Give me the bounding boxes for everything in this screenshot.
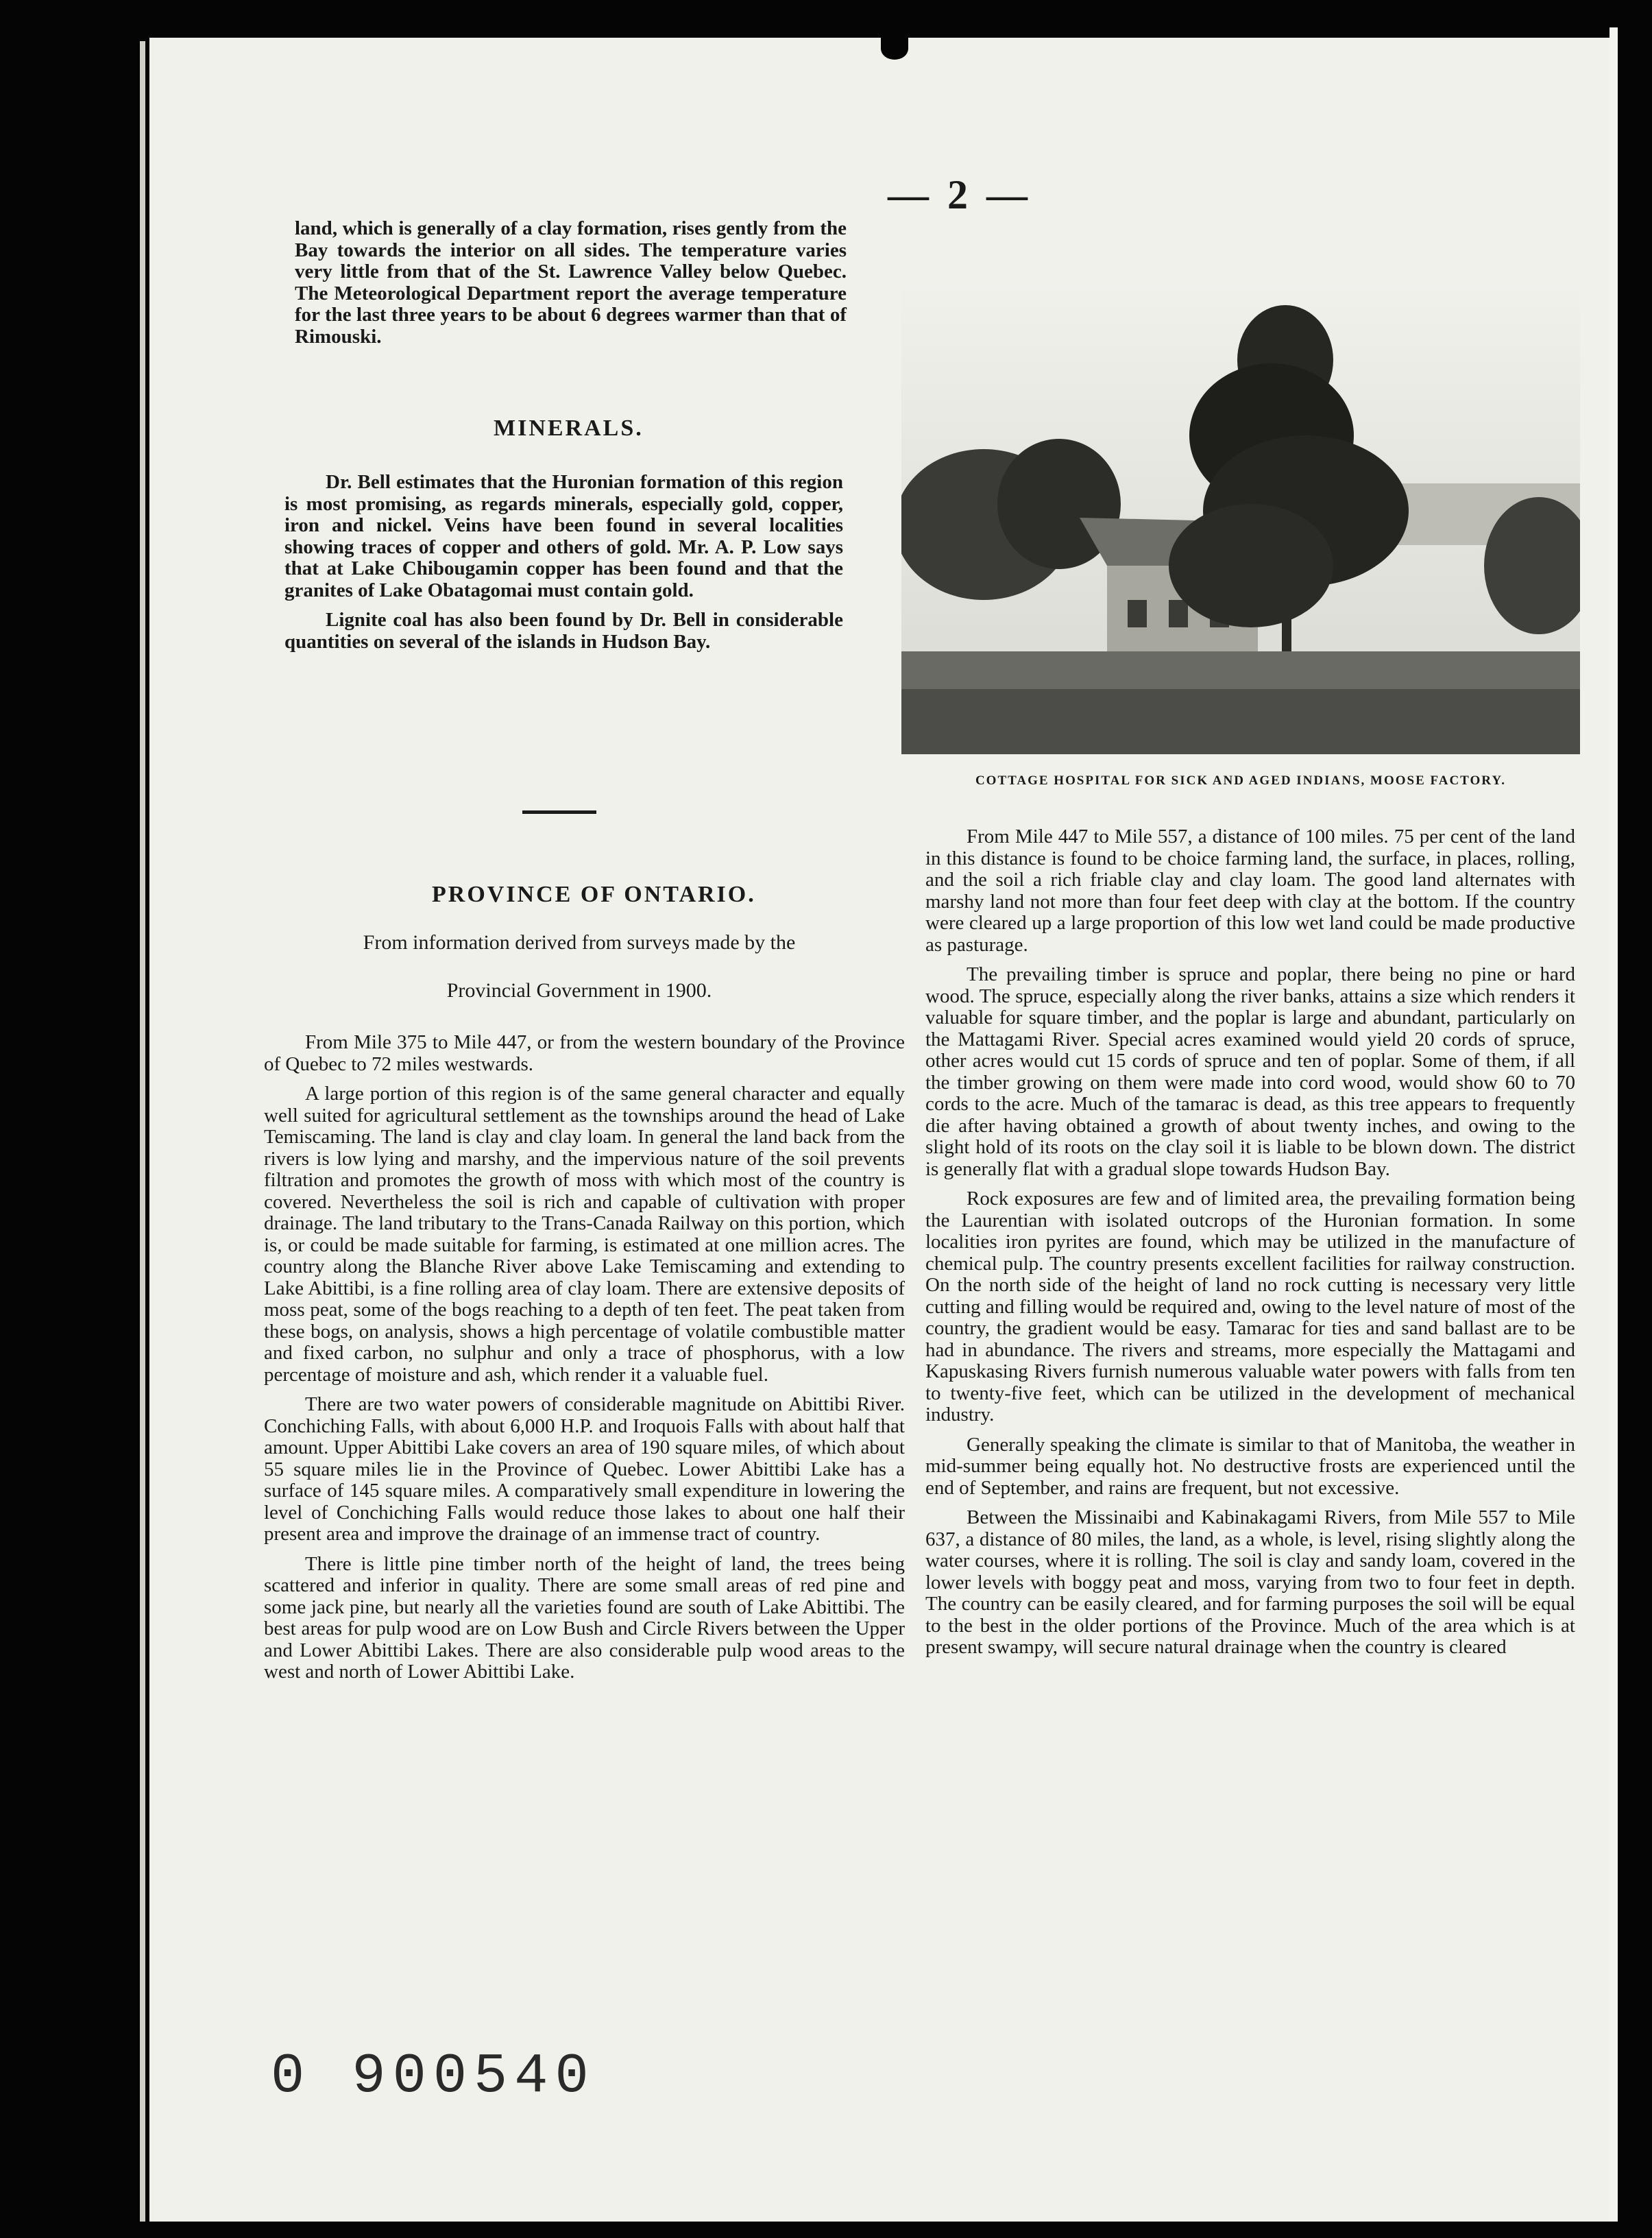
minerals-section	[284, 472, 843, 661]
right-paragraph-4: Generally speaking the climate is similar to that of Manitoba, the weather in mid-summer being equally hot. No destructive frosts are experienced until the end of September, and rains are frequent, but not excessive.	[925, 1433, 1575, 1499]
hospital-photo	[901, 278, 1580, 754]
section-divider	[522, 810, 596, 814]
intro-paragraph: land, which is generally of a clay formation, rises gently from the Bay towards the interior on all sides. The temperature varies very little from that of the St. Lawrence Valley below Quebec. The Meteorological Department report the average temperature for the last three years to be about 6 degrees warmer than that of Rimouski.	[295, 217, 847, 348]
right-paragraph-5: Between the Missinaibi and Kabinakagami Rivers, from Mile 557 to Mile 637, a distance of 80 miles, the land, as a whole, is level, rising slightly along the water courses, where it is rolling. The soil is clay and sandy loam, covered in the lower levels with boggy peat and moss, varying from two to four feet in depth. The country can be easily cleared, and for farming purposes the soil will be equal to the best in the older portions of the Province. Much of the area which is at present swampy, will secure natural drainage when the country is cleared	[925, 1506, 1575, 1658]
right-paragraph-2: The prevailing timber is spruce and poplar, there being no pine or hard wood. The spruce, especially along the river banks, attains a size which renders it valuable for square timber, and the poplar is large and abundant, particularly on the Mattagami River. Special acres examined would yield 20 cords of spruce, other acres would cut 15 cords of spruce and ten of poplar. Some of them, if all the timber growing on them were made into cord wood, would show 60 to 70 cords to the acre. Much of the tamarac is dead, as this tree appears to frequently die after having obtained a growth of about twenty inches, and owing to the slight hold of its roots on the clay soil it is liable to be blown down. The district is generally flat with a gradual slope towards Hudson Bay.	[925, 963, 1575, 1180]
photo-caption: COTTAGE HOSPITAL FOR SICK AND AGED INDIANS, MOOSE FACTORY.	[975, 773, 1507, 788]
ontario-left-column	[264, 1032, 905, 1692]
minerals-paragraph-2: Lignite coal has also been found by Dr. Bell in considerable quantities on several of the islands in Hudson Bay.	[284, 609, 843, 653]
minerals-heading: MINERALS.	[494, 416, 644, 441]
ontario-subtitle-line-1: From information derived from surveys made by the	[363, 931, 796, 954]
right-paragraph-1: From Mile 447 to Mile 557, a distance of 100 miles. 75 per cent of the land in this distance is found to be choice farming land, the surface, in places, rolling, and the soil a rich friable clay and clay loam. The good land alternates with marshy land not more than four feet deep with clay at the bottom. If the country were cleared up a large proportion of this low wet land could be made productive as pasturage.	[925, 826, 1575, 956]
archive-stamp-number: 0 900540	[271, 2045, 596, 2108]
ontario-paragraph-3: There are two water powers of considerable magnitude on Abittibi River. Conchiching Falls, with about 6,000 H.P. and Iroquois Falls with about half that amount. Upper Abittibi Lake covers an area of 190 square miles, of which about 55 square miles lie in the Province of Quebec. Lower Abittibi Lake has a surface of 145 square miles. A comparatively small expenditure in lowering the level of Conchiching Falls would reduce those lakes to about one half their present area and improve the drainage of an immense tract of country.	[264, 1393, 905, 1545]
right-paragraph-3: Rock exposures are few and of limited area, the prevailing formation being the Laurentian with isolated outcrops of the Huronian formation. In some localities iron pyrites are found, which may be utilized in the manufacture of chemical pulp. The country presents excellent facilities for railway construction. On the north side of the height of land no rock cutting is necessary very little cutting and filling would be required and, owing to the level nature of most of the country, the gradient would be easy. Tamarac for ties and sand ballast are to be had in abundance. The rivers and streams, more especially the Mattagami and Kapuskasing Rivers furnish numerous valuable water powers with falls from ten to twenty-five feet, which can be utilized in the development of mechanical industry.	[925, 1188, 1575, 1425]
ontario-right-column	[925, 826, 1575, 1667]
film-edge-left	[140, 41, 145, 2222]
ontario-heading: PROVINCE OF ONTARIO.	[432, 882, 756, 907]
ontario-paragraph-4: There is little pine timber north of the height of land, the trees being scattered and inferior in quality. There are some small areas of red pine and some jack pine, but nearly all the varieties found are south of Lake Abittibi. The best areas for pulp wood are on Low Bush and Circle Rivers between the Upper and Lower Abittibi Lakes. There are also considerable pulp wood areas to the west and north of Lower Abittibi Lake.	[264, 1552, 905, 1683]
scan-artifact	[881, 38, 908, 60]
minerals-paragraph-1: Dr. Bell estimates that the Huronian formation of this region is most promising, as regards minerals, especially gold, copper, iron and nickel. Veins have been found in several localities showing traces of copper and others of gold. Mr. A. P. Low says that at Lake Chibougamin copper has been found and that the granites of Lake Obatagomai must contain gold.	[284, 471, 843, 601]
ontario-paragraph-1: From Mile 375 to Mile 447, or from the western boundary of the Province of Quebec to 72 miles westwards.	[264, 1031, 905, 1075]
page-number: — 2 —	[888, 172, 1032, 217]
film-edge-right	[1610, 27, 1618, 2222]
ontario-subtitle-line-2: Provincial Government in 1900.	[446, 979, 712, 1002]
left-column-intro	[295, 218, 847, 356]
ontario-paragraph-2: A large portion of this region is of the same general character and equally well suited for agricultural settlement as the townships around the head of Lake Temiscaming. The land is clay and clay loam. In general the land back from the rivers is low lying and marshy, and the impervious nature of the soil prevents filtration and promotes the growth of moss with which most of the country is covered. Nevertheless the soil is rich and capable of cultivation with proper drainage. The land tributary to the Trans-Canada Railway on this portion, which is, or could be made suitable for farming, is estimated at one million acres. The country along the Blanche River above Lake Temiscaming and extending to Lake Abittibi, is a fine rolling area of clay loam. There are extensive deposits of moss peat, some of the bogs reaching to a depth of ten feet. The peat taken from these bogs, on analysis, shows a high percentage of volatile combustible matter and fixed carbon, no sulphur and only a trace of phosphorus, with a low percentage of moisture and ash, which render it a valuable fuel.	[264, 1083, 905, 1386]
